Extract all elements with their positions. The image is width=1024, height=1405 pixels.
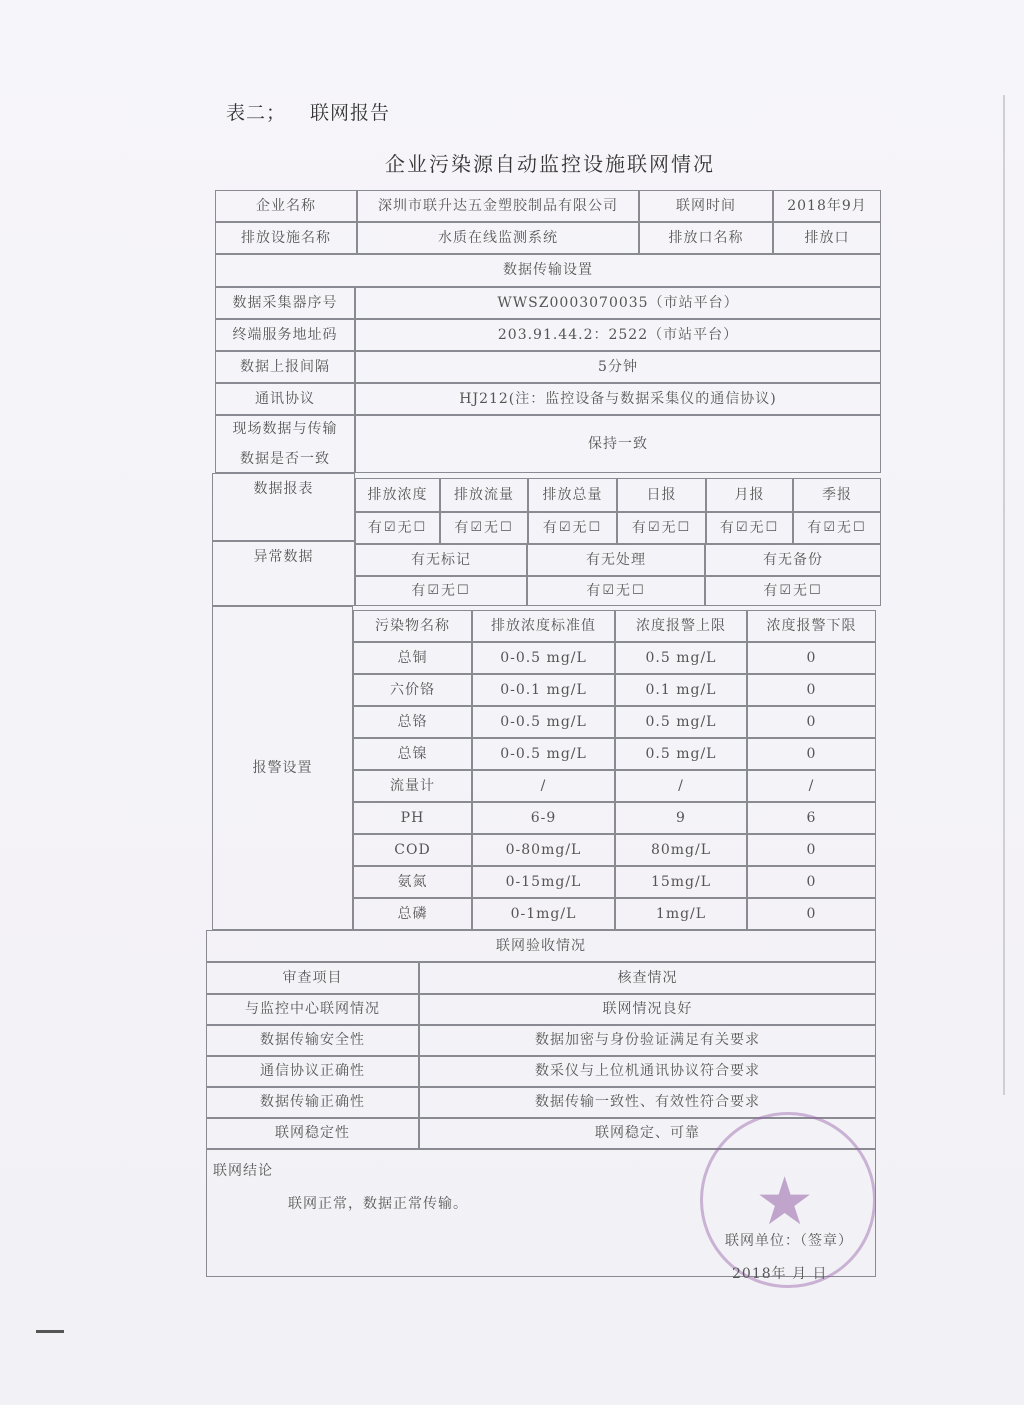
acceptance-section-title: 联网验收情况	[206, 930, 876, 962]
review-item-2: 通信协议正确性	[206, 1056, 419, 1087]
alarm-header-1: 排放浓度标准值	[472, 610, 615, 642]
empty-box-icon: ☐	[677, 519, 691, 535]
empty-box-icon: ☐	[853, 519, 866, 535]
data-transfer-section-title: 数据传输设置	[215, 254, 881, 287]
protocol-label: 通讯协议	[215, 383, 355, 415]
review-item-4: 联网稳定性	[206, 1118, 419, 1149]
alarm-row-0-col-0: 总铜	[353, 642, 472, 674]
alarm-row-7-col-2: 15mg/L	[615, 866, 747, 898]
check-result-2: 数采仪与上位机通讯协议符合要求	[419, 1056, 876, 1087]
alarm-header-2: 浓度报警上限	[615, 610, 747, 642]
report-availability-2	[528, 512, 617, 544]
official-seal	[700, 1112, 876, 1288]
server-address-value: 203.91.44.2：2522（市站平台）	[355, 319, 881, 351]
check-result-header: 核查情况	[419, 962, 876, 994]
alarm-row-1-col-1: 0-0.1 mg/L	[472, 674, 615, 706]
report-interval-value: 5分钟	[355, 351, 881, 383]
alarm-row-2-col-3: 0	[747, 706, 876, 738]
signing-date: 2018年 月 日	[732, 1266, 828, 1282]
availability-text: 无	[661, 519, 677, 536]
alarm-row-1-col-2: 0.1 mg/L	[615, 674, 747, 706]
checked-box-icon: ☑	[779, 582, 792, 598]
availability-text: 无	[397, 519, 413, 536]
server-address-label: 终端服务地址码	[215, 319, 355, 351]
scan-mark	[36, 1330, 64, 1333]
empty-box-icon: ☐	[457, 582, 470, 598]
alarm-row-8-col-1: 0-1mg/L	[472, 898, 615, 930]
alarm-row-2-col-2: 0.5 mg/L	[615, 706, 747, 738]
report-heading	[226, 98, 390, 125]
data-reports-label: 数据报表	[212, 473, 355, 541]
alarm-row-2-col-0: 总铬	[353, 706, 472, 738]
alarm-row-1-col-0: 六价铬	[353, 674, 472, 706]
check-result-3: 数据传输一致性、有效性符合要求	[419, 1087, 876, 1118]
report-type-3: 日报	[617, 478, 706, 512]
abnormal-item-1: 有无处理	[527, 544, 705, 576]
protocol-value: HJ212(注：监控设备与数据采集仪的通信协议)	[355, 383, 881, 415]
alarm-row-4-col-1: /	[472, 770, 615, 802]
checked-box-icon: ☑	[823, 519, 836, 535]
seal-star-icon: ★	[755, 1163, 815, 1240]
availability-text: 无	[793, 582, 808, 599]
facility-name-label: 排放设施名称	[215, 222, 357, 254]
report-type-5: 季报	[793, 478, 881, 512]
checked-box-icon: ☑	[735, 519, 749, 535]
alarm-row-3-col-1: 0-0.5 mg/L	[472, 738, 615, 770]
review-item-3: 数据传输正确性	[206, 1087, 419, 1118]
alarm-header-3: 浓度报警下限	[747, 610, 876, 642]
abnormal-item-2: 有无备份	[705, 544, 881, 576]
alarm-row-4-col-0: 流量计	[353, 770, 472, 802]
checked-box-icon: ☑	[427, 582, 440, 598]
report-availability-1	[440, 512, 528, 544]
alarm-header-0: 污染物名称	[353, 610, 472, 642]
availability-text: 无	[484, 519, 499, 536]
alarm-row-5-col-1: 6-9	[472, 802, 615, 834]
heading-title: 联网报告	[310, 102, 391, 124]
empty-box-icon: ☐	[413, 519, 427, 535]
conclusion-text: 联网正常，数据正常传输。	[288, 1196, 468, 1212]
alarm-row-7-col-1: 0-15mg/L	[472, 866, 615, 898]
scan-edge-line	[1003, 95, 1005, 1095]
alarm-row-0-col-1: 0-0.5 mg/L	[472, 642, 615, 674]
report-type-0: 排放浓度	[355, 478, 440, 512]
report-interval-label: 数据上报间隔	[215, 351, 355, 383]
check-result-1: 数据加密与身份验证满足有关要求	[419, 1025, 876, 1056]
alarm-row-3-col-3: 0	[747, 738, 876, 770]
availability-text: 无	[572, 519, 588, 536]
availability-text: 有	[367, 519, 383, 536]
alarm-row-2-col-1: 0-0.5 mg/L	[472, 706, 615, 738]
alarm-row-6-col-1: 0-80mg/L	[472, 834, 615, 866]
alarm-row-4-col-2: /	[615, 770, 747, 802]
review-item-header: 审查项目	[206, 962, 419, 994]
checked-box-icon: ☑	[470, 519, 483, 535]
consistency-label-line1: 现场数据与传输	[232, 420, 338, 437]
checked-box-icon: ☑	[383, 519, 397, 535]
empty-box-icon: ☐	[809, 582, 822, 598]
company-name-label: 企业名称	[215, 190, 357, 222]
consistency-label	[215, 415, 355, 473]
abnormal-availability-1	[527, 576, 705, 606]
availability-text: 无	[441, 582, 456, 599]
alarm-settings-label: 报警设置	[212, 606, 353, 930]
outlet-name-label: 排放口名称	[639, 222, 773, 254]
alarm-row-7-col-0: 氨氮	[353, 866, 472, 898]
alarm-row-3-col-2: 0.5 mg/L	[615, 738, 747, 770]
alarm-row-7-col-3: 0	[747, 866, 876, 898]
outlet-name-value: 排放口	[773, 222, 881, 254]
network-time-label: 联网时间	[639, 190, 773, 222]
conclusion-label: 联网结论	[213, 1163, 273, 1179]
check-result-4: 联网稳定、可靠	[419, 1118, 876, 1149]
heading-label: 表二；	[226, 102, 287, 124]
empty-box-icon: ☐	[632, 582, 645, 598]
empty-box-icon: ☐	[500, 519, 513, 535]
report-type-1: 排放流量	[440, 478, 528, 512]
collector-id-value: WWSZ0003070035（市站平台）	[355, 287, 881, 319]
availability-text: 有	[719, 519, 735, 536]
report-type-4: 月报	[706, 478, 793, 512]
check-result-0: 联网情况良好	[419, 994, 876, 1025]
abnormal-availability-0	[355, 576, 527, 606]
alarm-row-0-col-3: 0	[747, 642, 876, 674]
empty-box-icon: ☐	[765, 519, 779, 535]
review-item-1: 数据传输安全性	[206, 1025, 419, 1056]
abnormal-item-0: 有无标记	[355, 544, 527, 576]
availability-text: 有	[763, 582, 779, 599]
availability-text: 无	[616, 582, 631, 599]
alarm-row-4-col-3: /	[747, 770, 876, 802]
consistency-value: 保持一致	[355, 415, 881, 473]
checked-box-icon: ☑	[647, 519, 661, 535]
alarm-row-0-col-2: 0.5 mg/L	[615, 642, 747, 674]
empty-box-icon: ☐	[588, 519, 602, 535]
signing-unit: 联网单位：（签章）	[725, 1233, 853, 1249]
report-availability-3	[617, 512, 706, 544]
alarm-row-5-col-2: 9	[615, 802, 747, 834]
alarm-row-6-col-2: 80mg/L	[615, 834, 747, 866]
consistency-label-line2: 数据是否一致	[240, 451, 330, 467]
availability-text: 有	[631, 519, 647, 536]
company-name-value: 深圳市联升达五金塑胶制品有限公司	[357, 190, 639, 222]
checked-box-icon: ☑	[558, 519, 572, 535]
availability-text: 有	[454, 519, 470, 536]
alarm-row-6-col-0: COD	[353, 834, 472, 866]
checked-box-icon: ☑	[602, 582, 615, 598]
availability-text: 有	[586, 582, 602, 599]
document-title: 企业污染源自动监控设施联网情况	[385, 152, 715, 176]
availability-text: 有	[807, 519, 823, 536]
availability-text: 无	[837, 519, 852, 536]
availability-text: 无	[749, 519, 765, 536]
collector-id-label: 数据采集器序号	[215, 287, 355, 319]
alarm-row-5-col-3: 6	[747, 802, 876, 834]
availability-text: 有	[542, 519, 558, 536]
alarm-row-6-col-3: 0	[747, 834, 876, 866]
alarm-row-5-col-0: PH	[353, 802, 472, 834]
report-type-2: 排放总量	[528, 478, 617, 512]
facility-name-value: 水质在线监测系统	[357, 222, 639, 254]
alarm-row-3-col-0: 总镍	[353, 738, 472, 770]
review-item-0: 与监控中心联网情况	[206, 994, 419, 1025]
report-availability-5	[793, 512, 881, 544]
alarm-row-1-col-3: 0	[747, 674, 876, 706]
network-time-value: 2018年9月	[773, 190, 881, 222]
report-availability-0	[355, 512, 440, 544]
alarm-row-8-col-3: 0	[747, 898, 876, 930]
availability-text: 有	[411, 582, 427, 599]
alarm-row-8-col-2: 1mg/L	[615, 898, 747, 930]
alarm-row-8-col-0: 总磷	[353, 898, 472, 930]
abnormal-availability-2	[705, 576, 881, 606]
abnormal-data-label: 异常数据	[212, 541, 355, 606]
report-availability-4	[706, 512, 793, 544]
